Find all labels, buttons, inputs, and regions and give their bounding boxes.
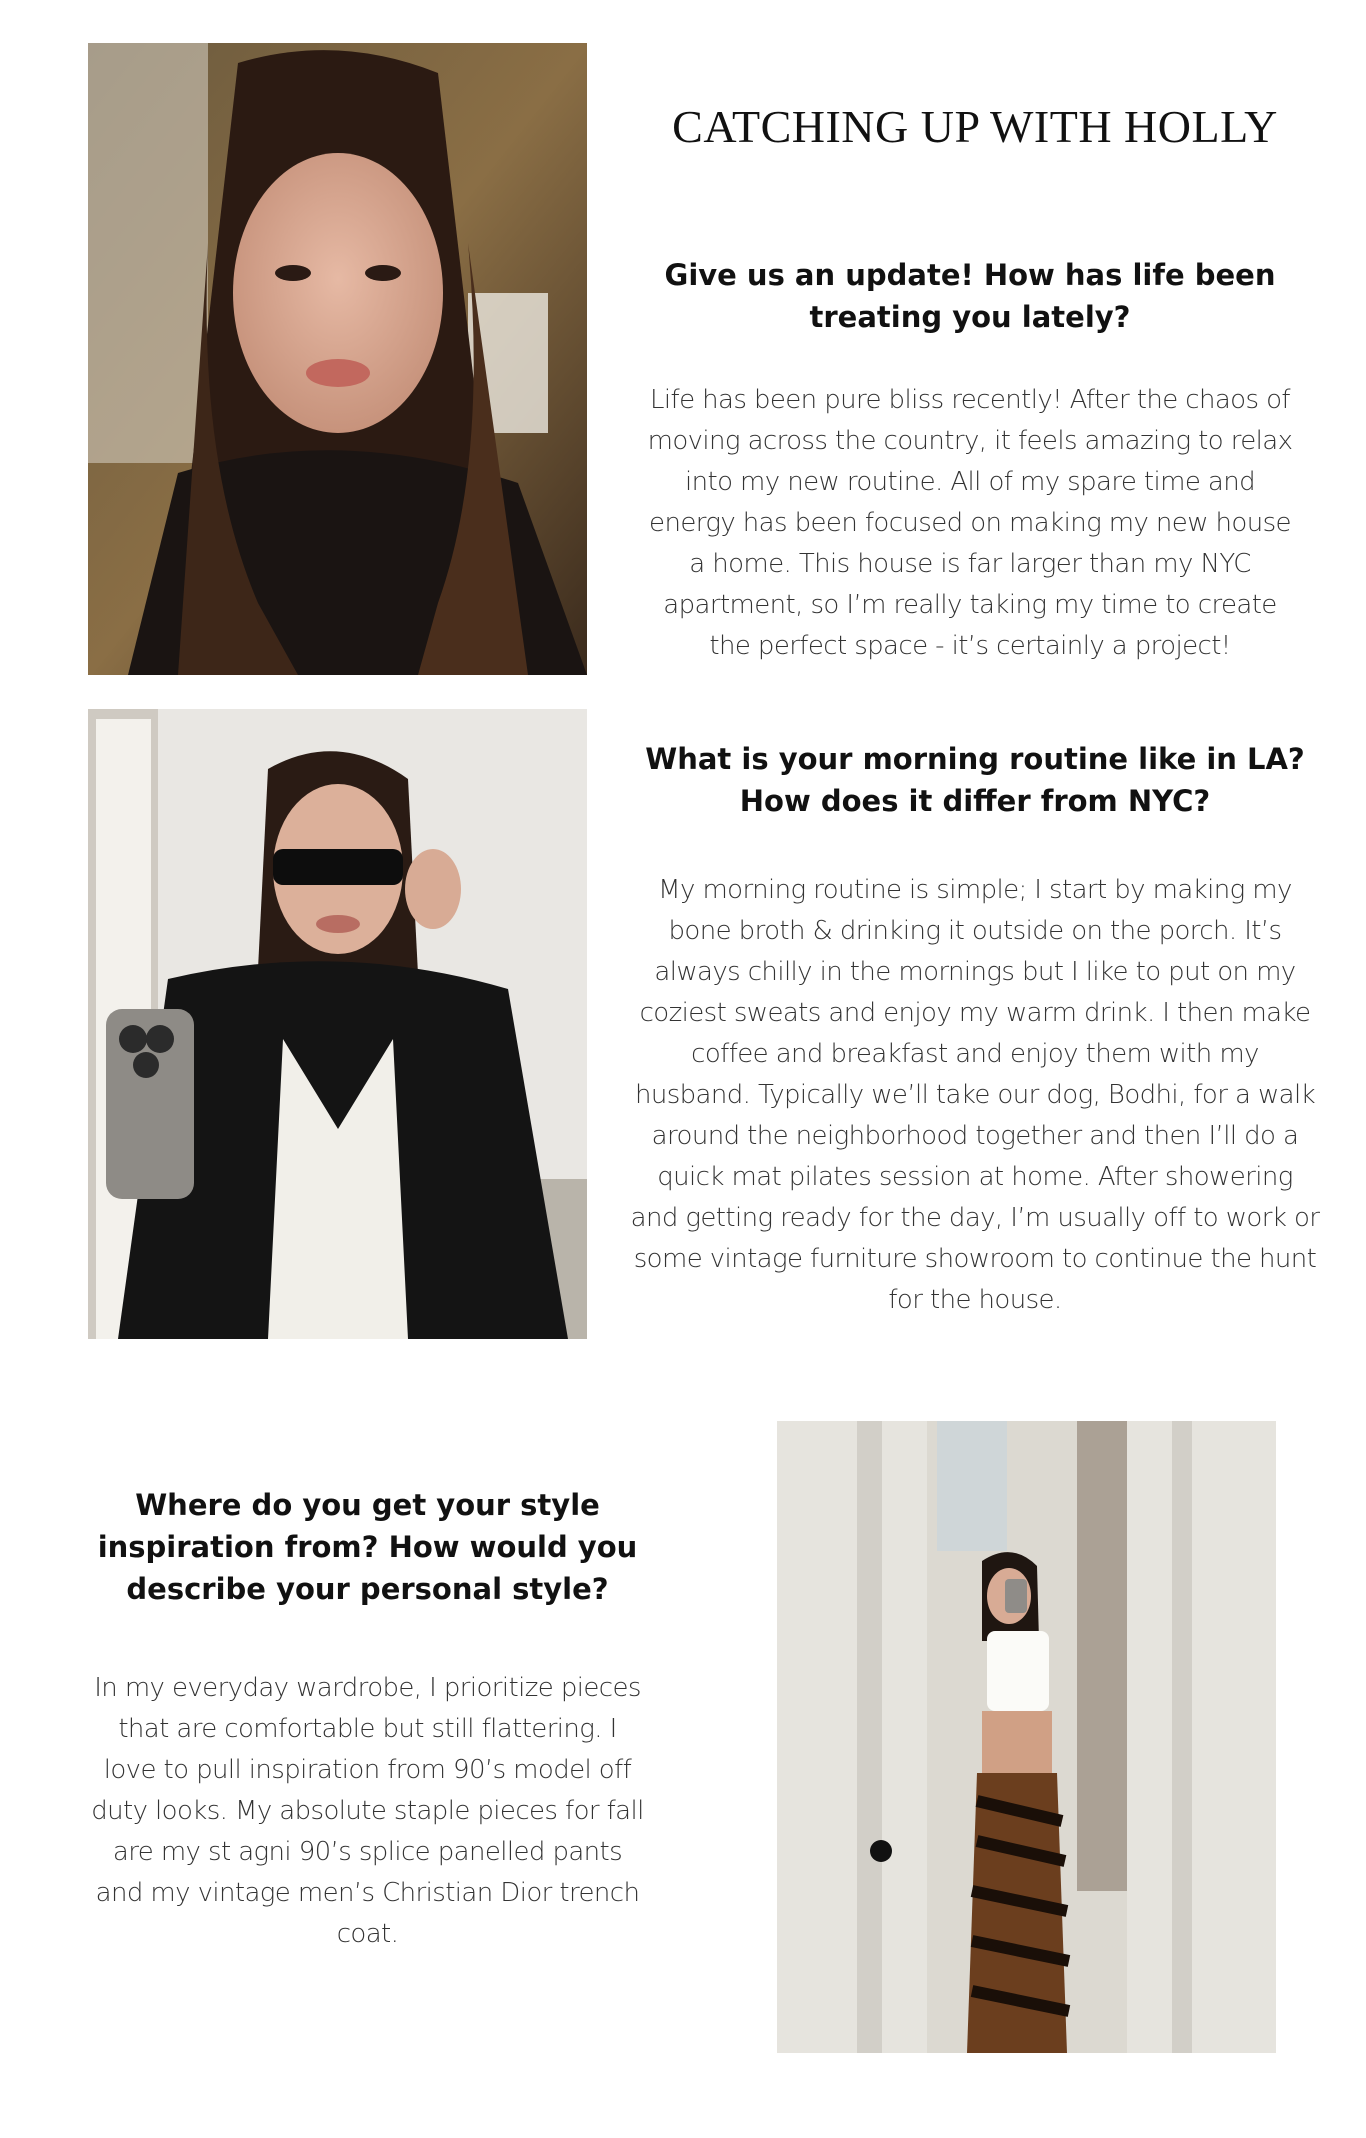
holly-full-length-mirror-photo [777, 1421, 1276, 2053]
answer-3: In my everyday wardrobe, I prioritize pieces that are comfortable but still flattering. I love to pull inspiration from 90’s model off duty looks. My absolute staple pieces for fall are my st agni 90’s splice panelled pants and my vintage men’s Christian Dior trench coat. [91, 1673, 644, 1949]
answer-1: Life has been pure bliss recently! After the chaos of moving across the country, it feels amazing to relax into my new routine. All of my spare time and energy has been focused on making my new house a home. This house is far larger than my NYC apartment, so I’m really taking my time to create the perfect space - it’s certainly a project! [647, 385, 1293, 661]
question-2: What is your morning routine like in LA? How does it differ from NYC? [645, 742, 1305, 818]
answer-2: My morning routine is simple; I start by making my bone broth & drinking it outside on the porch. It’s always chilly in the mornings but I like to put on my coziest sweats and enjoy my warm drink. I then make coffee and breakfast and enjoy them with my husband. Typically we’ll take our dog, Bodhi, for a walk around the neighborhood together and then I’ll do a quick mat pilates session at home. After showering and getting ready for the day, I’m usually off to work or some vintage furniture showroom to continue the hunt for the house. [630, 875, 1320, 1315]
holly-selfie-photo [88, 43, 587, 675]
article-title: CATCHING UP WITH HOLLY [672, 101, 1278, 152]
question-1: Give us an update! How has life been treating you lately? [664, 258, 1276, 334]
question-3: Where do you get your style inspiration from? How would you describe your personal style? [97, 1488, 638, 1606]
holly-mirror-selfie-photo [88, 709, 587, 1339]
